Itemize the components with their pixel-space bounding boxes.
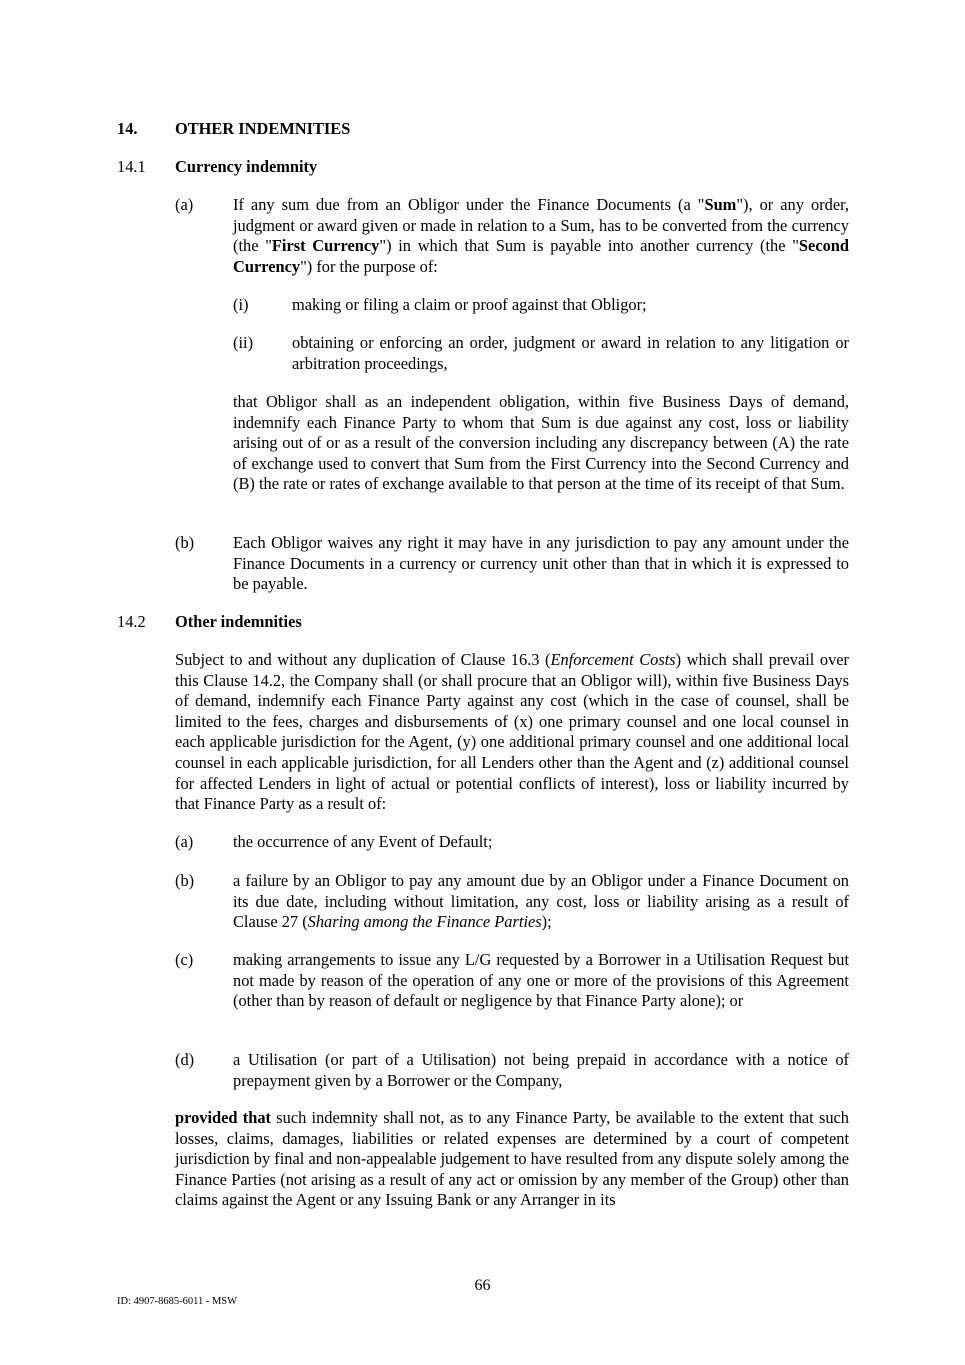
item-d-label: (d) <box>175 1050 195 1069</box>
item-c-text: making arrangements to issue any L/G requested by a Borrower in a Utilisation Request but not made by reason of the operation of any one or more of the provisions of this Agreement (other than by reason of default or negligence by that Finance Party alone); or <box>233 950 849 1011</box>
defined-term-first-currency: First Currency <box>271 236 380 256</box>
document-id: ID: 4907-8685-6011 - MSW <box>117 1296 238 1307</box>
sub-ii-label: (ii) <box>233 333 254 352</box>
provided-that: provided that <box>175 1108 272 1127</box>
continuation-paragraph: that Obligor shall as an independent obligation, within five Business Days of demand, indemnify each Finance Party to whom that Sum is due against any cost, loss or liability arising out of or as a result of the conversion including any discrepancy between (A) the rate of exchange used to convert that Sum from the First Currency into the Second Currency and (B) the rate or rates of exchange available to that person at the time of its receipt of that Sum. <box>233 392 849 494</box>
clause-14-1-heading: Currency indemnity <box>175 157 318 176</box>
enforcement-costs-ref: Enforcement Costs <box>550 650 676 669</box>
item-d-text: a Utilisation (or part of a Utilisation) not being prepaid in accordance with a notice of prepayment given by a Borrower or the Company, <box>233 1050 849 1090</box>
para-a-text: If any sum due from an Obligor under the Finance Documents (a "Sum"), or any order, judgment or award given or made in relation to a Sum, has to be converted from the currency (the "First Currency") in which that Sum is payable into another currency (the "Second Currency") for the purpose of: <box>233 195 850 276</box>
defined-term-second-currency: Second Currency <box>233 236 850 276</box>
item-c-label: (c) <box>175 950 194 969</box>
section-title: OTHER INDEMNITIES <box>175 119 351 138</box>
para-a-label: (a) <box>175 195 194 214</box>
sub-i-label: (i) <box>233 295 249 314</box>
item-b-label: (b) <box>175 871 195 890</box>
proviso-paragraph: provided that such indemnity shall not, as to any Finance Party, be available to the extent that such losses, claims, damages, liabilities or related expenses are determined by a court of competent jurisdiction by final and non-appealable judgement to have resulted from any dispute solely among the Finance Parties (not arising as a result of any act or omission by any member of the Group) other than claims against the Agent or any Issuing Bank or any Arranger in its <box>175 1108 849 1210</box>
clause-14-2-intro: Subject to and without any duplication of Clause 16.3 (Enforcement Costs) which shall prevail over this Clause 14.2, the Company shall (or shall procure that an Obligor will), within five Business Days of demand, indemnify each Finance Party against any cost (which in the case of counsel, shall be limited to the fees, charges and disbursements of (x) one primary counsel and one local counsel in each applicable jurisdiction for the Agent, (y) one additional primary counsel and one additional local counsel in each applicable jurisdiction, for all Lenders other than the Agent and (z) additional counsel for affected Lenders in light of actual or potential conflicts of interest), loss or liability incurred by that Finance Party as a result of: <box>175 650 849 814</box>
item-a-label: (a) <box>175 832 194 851</box>
para-b-text: Each Obligor waives any right it may have in any jurisdiction to pay any amount under the Finance Documents in a currency or currency unit other than that in which it is expressed to be payable. <box>233 533 849 594</box>
sub-i-text: making or filing a claim or proof against that Obligor; <box>292 295 647 314</box>
clause-14-2-heading: Other indemnities <box>175 612 302 631</box>
defined-term-sum: Sum <box>704 195 737 214</box>
clause-14-2-number: 14.2 <box>117 612 146 631</box>
clause-14-1-number: 14.1 <box>117 157 146 176</box>
sub-ii-text: obtaining or enforcing an order, judgment or award in relation to any litigation or arbitration proceedings, <box>292 333 849 373</box>
sharing-clause-ref: Sharing among the Finance Parties <box>307 912 542 932</box>
section-number: 14. <box>117 119 138 138</box>
page-number: 66 <box>474 1277 491 1294</box>
para-b-label: (b) <box>175 533 195 552</box>
item-a-text: the occurrence of any Event of Default; <box>233 832 493 851</box>
item-b-text: a failure by an Obligor to pay any amount due by an Obligor under a Finance Document on its due date, including without limitation, any cost, loss or liability arising as a result of Clause 27 (Sharing among the Finance Parties); <box>233 871 849 932</box>
